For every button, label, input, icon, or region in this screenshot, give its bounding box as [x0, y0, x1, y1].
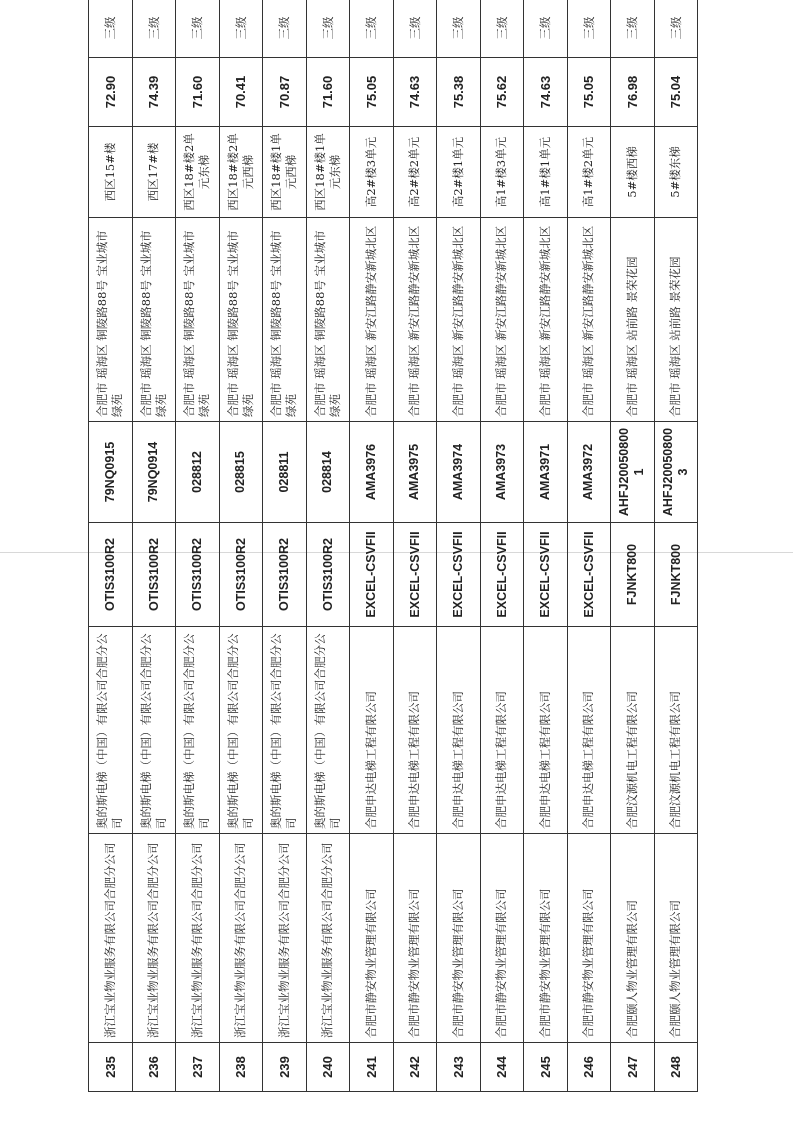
- row-number-cell: 244: [480, 1043, 524, 1092]
- table-row: [132, 0, 176, 1092]
- install-location-cell: 5#楼西梯: [611, 127, 655, 218]
- score-cell: 72.90: [89, 58, 133, 127]
- install-location-cell: 西区15#楼: [89, 127, 133, 218]
- install-address-cell: 合肥市 瑶海区 铜陵路88号 宝业城市绿苑: [176, 218, 220, 422]
- elevator-model-cell: OTIS3100R2: [132, 523, 176, 627]
- elevator-model-cell: EXCEL-CSVFII: [350, 523, 394, 627]
- score-cell: 71.60: [306, 58, 350, 127]
- install-address-cell: 合肥市 瑶海区 新安江路静安新城北区: [350, 218, 394, 422]
- property-company-cell: 浙江宝业物业服务有限公司合肥分公司: [263, 834, 307, 1043]
- row-number-cell: 242: [393, 1043, 437, 1092]
- table-row: [263, 0, 307, 1092]
- install-location-cell: 5#楼东梯: [654, 127, 698, 218]
- grade-cell: 三级: [89, 0, 133, 58]
- property-company-cell: 浙江宝业物业服务有限公司合肥分公司: [132, 834, 176, 1043]
- grade-cell: 三级: [480, 0, 524, 58]
- row-number-cell: 247: [611, 1043, 655, 1092]
- row-number-cell: 248: [654, 1043, 698, 1092]
- score-cell: 76.98: [611, 58, 655, 127]
- install-address-cell: 合肥市 瑶海区 新安江路静安新城北区: [437, 218, 481, 422]
- maintenance-company-cell: 合肥申达电梯工程有限公司: [567, 627, 611, 834]
- grade-cell: 三级: [176, 0, 220, 58]
- elevator-model-cell: OTIS3100R2: [89, 523, 133, 627]
- row-number-cell: 240: [306, 1043, 350, 1092]
- elevator-model-cell: EXCEL-CSVFII: [393, 523, 437, 627]
- score-cell: 70.41: [219, 58, 263, 127]
- serial-number-cell: 028815: [219, 422, 263, 523]
- install-location-cell: 高2#楼3单元: [350, 127, 394, 218]
- install-address-cell: 合肥市 瑶海区 铜陵路88号 宝业城市绿苑: [132, 218, 176, 422]
- property-company-cell: 浙江宝业物业服务有限公司合肥分公司: [176, 834, 220, 1043]
- grade-cell: 三级: [567, 0, 611, 58]
- maintenance-company-cell: 合肥申达电梯工程有限公司: [437, 627, 481, 834]
- maintenance-company-cell: 奥的斯电梯（中国）有限公司合肥分公司: [219, 627, 263, 834]
- install-location-cell: 西区18#楼1单元西梯: [263, 127, 307, 218]
- install-location-cell: 西区17#楼: [132, 127, 176, 218]
- elevator-model-cell: OTIS3100R2: [219, 523, 263, 627]
- property-company-cell: 浙江宝业物业服务有限公司合肥分公司: [306, 834, 350, 1043]
- maintenance-company-cell: 奥的斯电梯（中国）有限公司合肥分公司: [89, 627, 133, 834]
- maintenance-company-cell: 合肥汶源机电工程有限公司: [611, 627, 655, 834]
- serial-number-cell: 028814: [306, 422, 350, 523]
- row-number-cell: 236: [132, 1043, 176, 1092]
- property-company-cell: 合肥市静安物业管理有限公司: [393, 834, 437, 1043]
- install-address-cell: 合肥市 瑶海区 铜陵路88号 宝业城市绿苑: [219, 218, 263, 422]
- serial-number-cell: 028812: [176, 422, 220, 523]
- maintenance-company-cell: 奥的斯电梯（中国）有限公司合肥分公司: [132, 627, 176, 834]
- elevator-model-cell: FJNKT800: [611, 523, 655, 627]
- maintenance-company-cell: 奥的斯电梯（中国）有限公司合肥分公司: [306, 627, 350, 834]
- maintenance-company-cell: 奥的斯电梯（中国）有限公司合肥分公司: [176, 627, 220, 834]
- install-address-cell: 合肥市 瑶海区 铜陵路88号 宝业城市绿苑: [89, 218, 133, 422]
- score-cell: 74.39: [132, 58, 176, 127]
- rotated-table-wrapper: [88, 16, 793, 1092]
- property-company-cell: 浙江宝业物业服务有限公司合肥分公司: [89, 834, 133, 1043]
- serial-number-cell: AMA3976: [350, 422, 394, 523]
- install-address-cell: 合肥市 瑶海区 站前路 景荣花园: [654, 218, 698, 422]
- score-cell: 74.63: [393, 58, 437, 127]
- score-cell: 75.04: [654, 58, 698, 127]
- serial-number-cell: 79NQ0915: [89, 422, 133, 523]
- elevator-model-cell: EXCEL-CSVFII: [480, 523, 524, 627]
- table-row: [350, 0, 394, 1092]
- elevator-model-cell: EXCEL-CSVFII: [567, 523, 611, 627]
- elevator-model-cell: OTIS3100R2: [176, 523, 220, 627]
- serial-number-cell: AMA3974: [437, 422, 481, 523]
- table-row: [89, 0, 133, 1092]
- property-company-cell: 合肥颐人物业管理有限公司: [611, 834, 655, 1043]
- maintenance-company-cell: 合肥申达电梯工程有限公司: [480, 627, 524, 834]
- table-row: [524, 0, 568, 1092]
- score-cell: 75.62: [480, 58, 524, 127]
- property-company-cell: 合肥市静安物业管理有限公司: [567, 834, 611, 1043]
- elevator-inspection-table: [88, 0, 698, 1092]
- property-company-cell: 合肥颐人物业管理有限公司: [654, 834, 698, 1043]
- install-address-cell: 合肥市 瑶海区 新安江路静安新城北区: [524, 218, 568, 422]
- score-cell: 74.63: [524, 58, 568, 127]
- elevator-model-cell: EXCEL-CSVFII: [437, 523, 481, 627]
- score-cell: 75.05: [567, 58, 611, 127]
- row-number-cell: 237: [176, 1043, 220, 1092]
- elevator-model-cell: FJNKT800: [654, 523, 698, 627]
- grade-cell: 三级: [611, 0, 655, 58]
- install-location-cell: 西区18#楼1单元东梯: [306, 127, 350, 218]
- install-address-cell: 合肥市 瑶海区 站前路 景荣花园: [611, 218, 655, 422]
- row-number-cell: 245: [524, 1043, 568, 1092]
- serial-number-cell: AHFJ200508001: [611, 422, 655, 523]
- serial-number-cell: AMA3975: [393, 422, 437, 523]
- maintenance-company-cell: 奥的斯电梯（中国）有限公司合肥分公司: [263, 627, 307, 834]
- install-location-cell: 高1#楼1单元: [524, 127, 568, 218]
- property-company-cell: 合肥市静安物业管理有限公司: [437, 834, 481, 1043]
- table-row: [567, 0, 611, 1092]
- grade-cell: 三级: [132, 0, 176, 58]
- install-address-cell: 合肥市 瑶海区 新安江路静安新城北区: [480, 218, 524, 422]
- serial-number-cell: AMA3973: [480, 422, 524, 523]
- score-cell: 71.60: [176, 58, 220, 127]
- row-number-cell: 239: [263, 1043, 307, 1092]
- install-address-cell: 合肥市 瑶海区 铜陵路88号 宝业城市绿苑: [306, 218, 350, 422]
- elevator-model-cell: EXCEL-CSVFII: [524, 523, 568, 627]
- property-company-cell: 合肥市静安物业管理有限公司: [350, 834, 394, 1043]
- serial-number-cell: AMA3971: [524, 422, 568, 523]
- table-row: [654, 0, 698, 1092]
- install-address-cell: 合肥市 瑶海区 新安江路静安新城北区: [393, 218, 437, 422]
- row-number-cell: 246: [567, 1043, 611, 1092]
- grade-cell: 三级: [524, 0, 568, 58]
- score-cell: 75.38: [437, 58, 481, 127]
- table-row: [480, 0, 524, 1092]
- grade-cell: 三级: [306, 0, 350, 58]
- serial-number-cell: 79NQ0914: [132, 422, 176, 523]
- score-cell: 75.05: [350, 58, 394, 127]
- install-location-cell: 西区18#楼2单元西梯: [219, 127, 263, 218]
- install-location-cell: 西区18#楼2单元东梯: [176, 127, 220, 218]
- maintenance-company-cell: 合肥申达电梯工程有限公司: [350, 627, 394, 834]
- install-address-cell: 合肥市 瑶海区 铜陵路88号 宝业城市绿苑: [263, 218, 307, 422]
- serial-number-cell: AMA3972: [567, 422, 611, 523]
- score-cell: 70.87: [263, 58, 307, 127]
- table-body: [89, 0, 698, 1092]
- table-row: [393, 0, 437, 1092]
- maintenance-company-cell: 合肥申达电梯工程有限公司: [524, 627, 568, 834]
- row-number-cell: 243: [437, 1043, 481, 1092]
- maintenance-company-cell: 合肥申达电梯工程有限公司: [393, 627, 437, 834]
- install-location-cell: 高1#楼2单元: [567, 127, 611, 218]
- grade-cell: 三级: [350, 0, 394, 58]
- property-company-cell: 合肥市静安物业管理有限公司: [480, 834, 524, 1043]
- table-row: [437, 0, 481, 1092]
- grade-cell: 三级: [263, 0, 307, 58]
- install-location-cell: 高2#楼1单元: [437, 127, 481, 218]
- row-number-cell: 235: [89, 1043, 133, 1092]
- grade-cell: 三级: [219, 0, 263, 58]
- grade-cell: 三级: [393, 0, 437, 58]
- maintenance-company-cell: 合肥汶源机电工程有限公司: [654, 627, 698, 834]
- install-location-cell: 高2#楼2单元: [393, 127, 437, 218]
- grade-cell: 三级: [437, 0, 481, 58]
- grade-cell: 三级: [654, 0, 698, 58]
- table-row: [611, 0, 655, 1092]
- row-number-cell: 238: [219, 1043, 263, 1092]
- elevator-model-cell: OTIS3100R2: [306, 523, 350, 627]
- property-company-cell: 合肥市静安物业管理有限公司: [524, 834, 568, 1043]
- serial-number-cell: AHFJ200508003: [654, 422, 698, 523]
- row-number-cell: 241: [350, 1043, 394, 1092]
- table-row: [176, 0, 220, 1092]
- elevator-model-cell: OTIS3100R2: [263, 523, 307, 627]
- install-location-cell: 高1#楼3单元: [480, 127, 524, 218]
- install-address-cell: 合肥市 瑶海区 新安江路静安新城北区: [567, 218, 611, 422]
- property-company-cell: 浙江宝业物业服务有限公司合肥分公司: [219, 834, 263, 1043]
- serial-number-cell: 028811: [263, 422, 307, 523]
- table-row: [219, 0, 263, 1092]
- table-row: [306, 0, 350, 1092]
